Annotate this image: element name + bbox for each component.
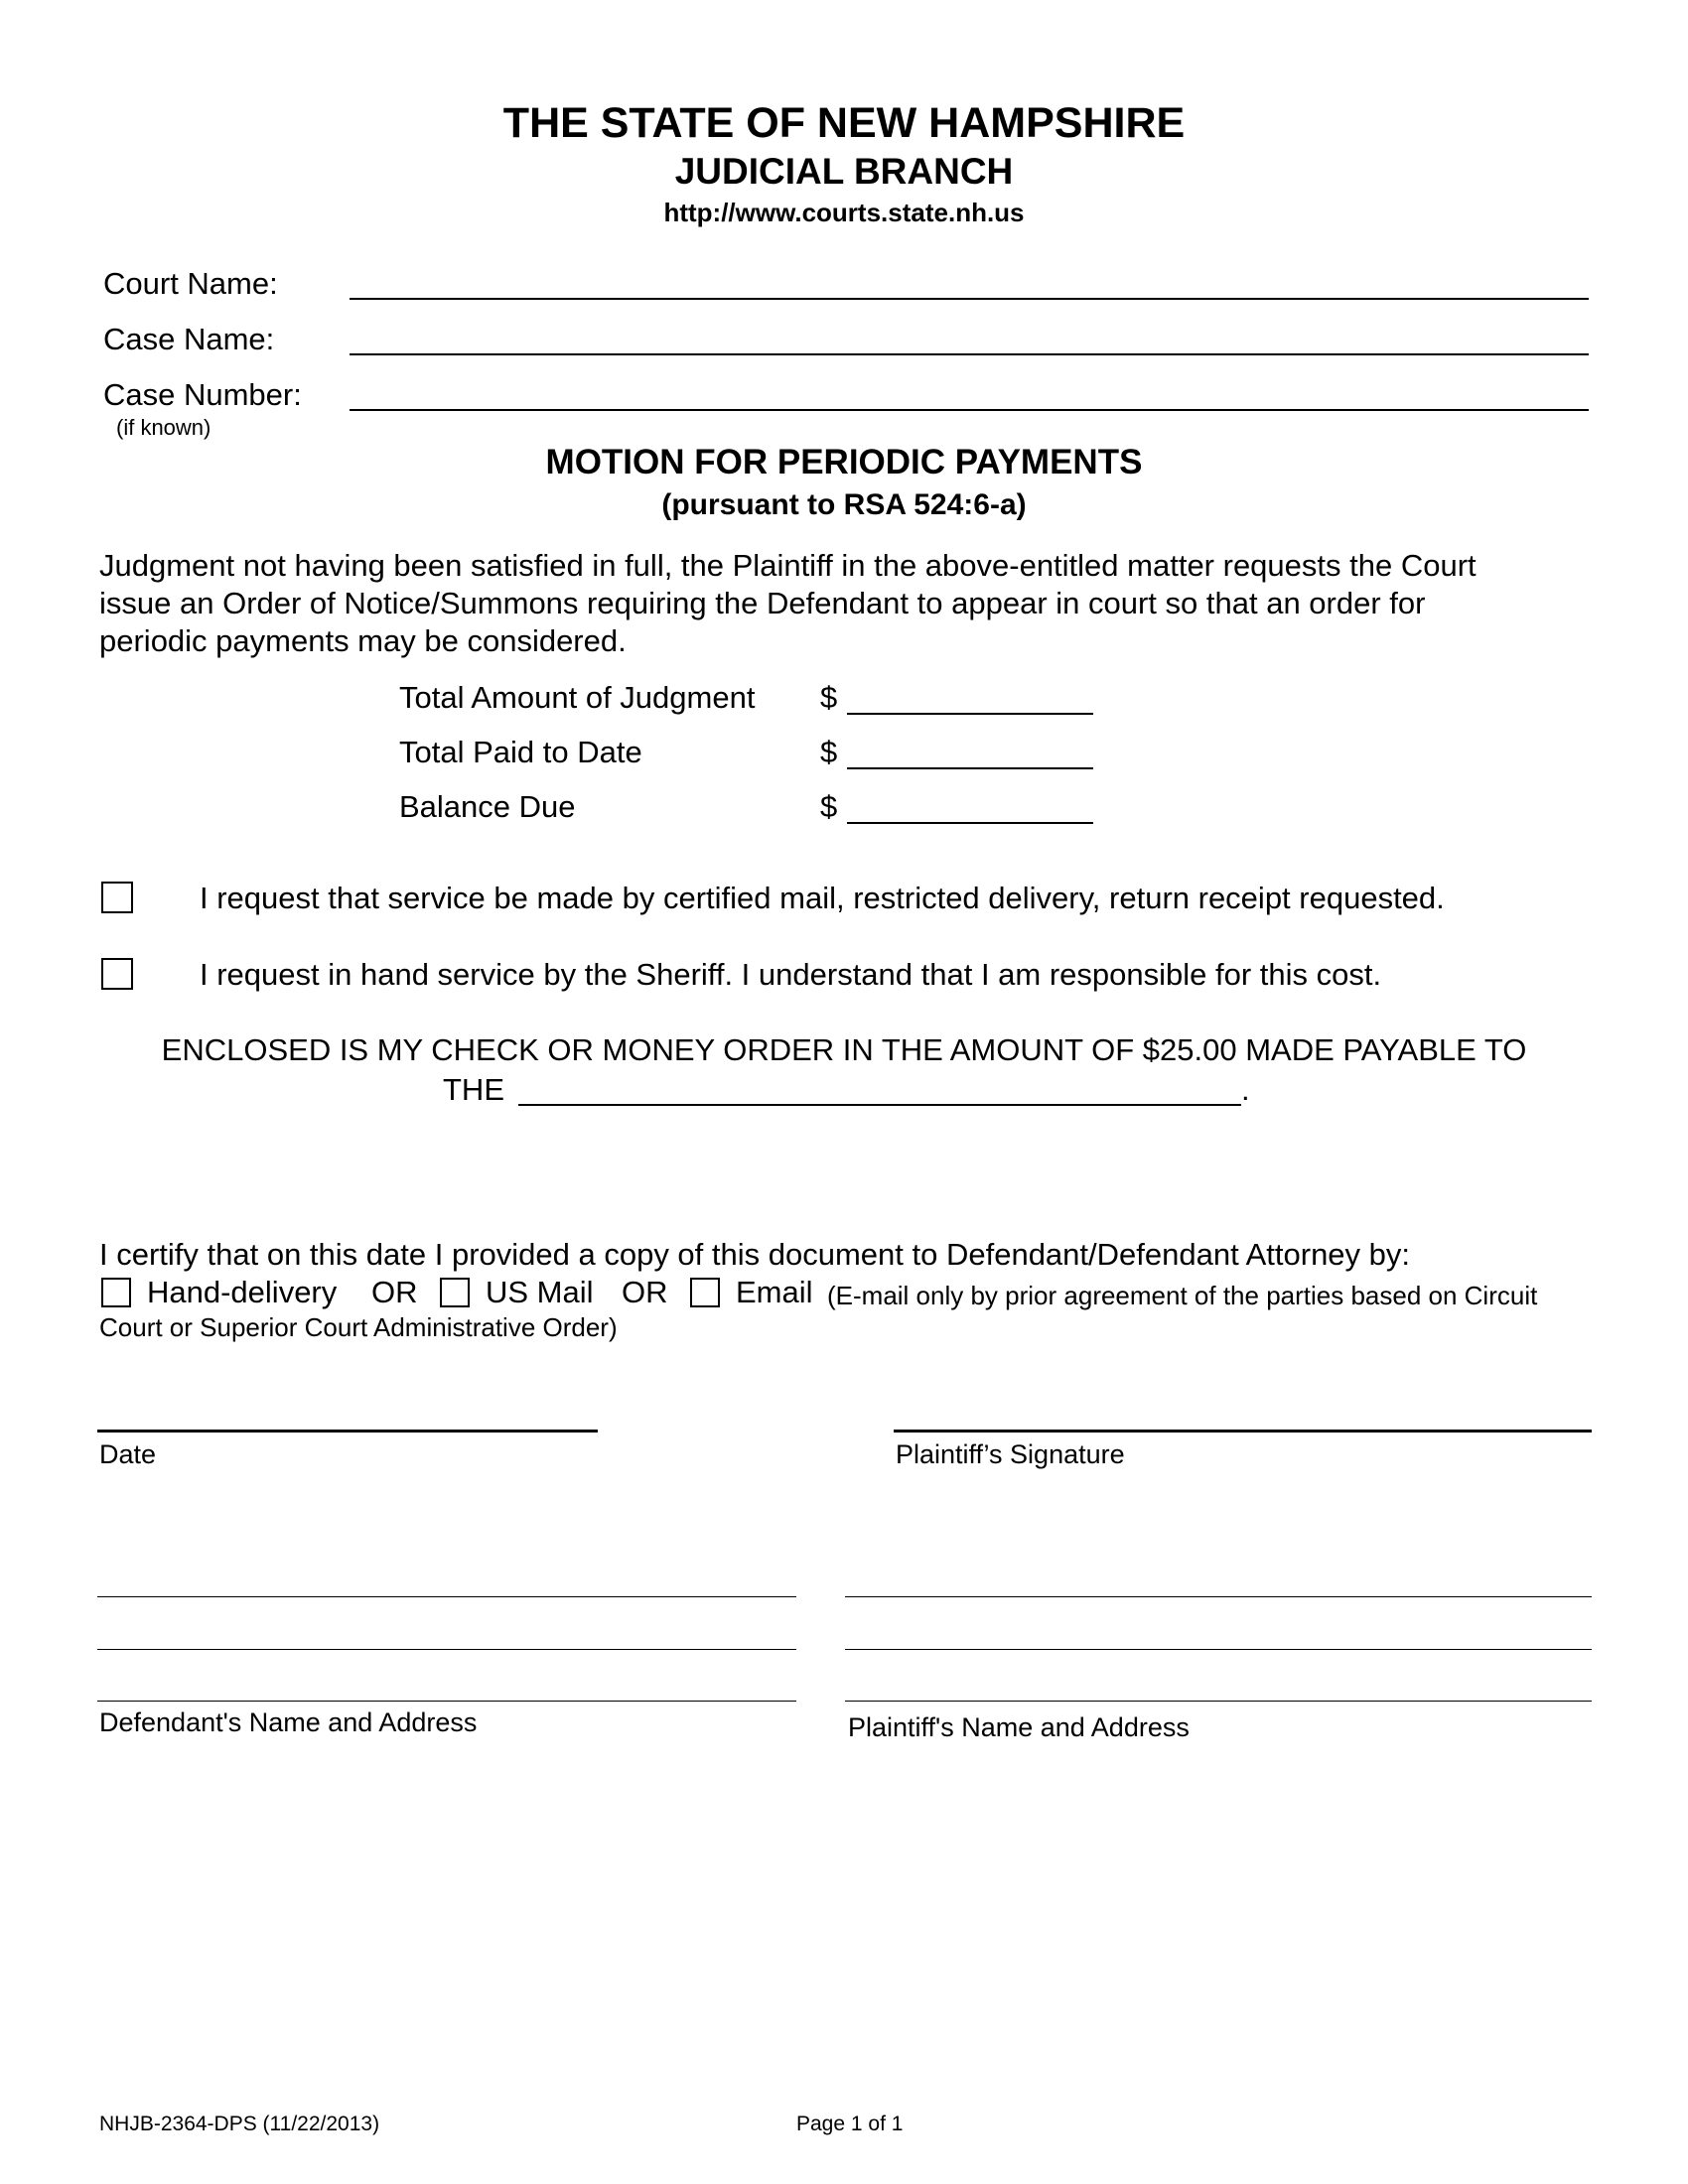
- state-title: THE STATE OF NEW HAMPSHIRE: [502, 99, 1186, 147]
- certify-statement: I certify that on this date I provided a copy of this document to Defendant/Defendant Attorney by:: [99, 1237, 1411, 1272]
- total-judgment-field[interactable]: [847, 713, 1093, 715]
- case-name-label: Case Name:: [103, 322, 275, 356]
- payable-period: .: [1241, 1072, 1250, 1107]
- plaintiff-address-line-3[interactable]: [845, 1701, 1592, 1702]
- payable-to-field[interactable]: [518, 1104, 1241, 1106]
- branch-title: JUDICIAL BRANCH: [674, 151, 1014, 192]
- motion-subtitle: (pursuant to RSA 524:6-a): [661, 488, 1027, 521]
- plaintiff-address-line-1[interactable]: [845, 1596, 1592, 1597]
- sheriff-service-text: I request in hand service by the Sheriff. I understand that I am responsible for this cost.: [200, 957, 1382, 992]
- total-paid-field[interactable]: [847, 767, 1093, 769]
- balance-due-label: Balance Due: [399, 789, 576, 824]
- email-note-continued: Court or Superior Court Administrative Order): [99, 1312, 618, 1342]
- total-judgment-currency: $: [820, 680, 838, 715]
- total-paid-label: Total Paid to Date: [399, 735, 642, 769]
- court-name-field[interactable]: [350, 298, 1589, 300]
- case-number-field[interactable]: [350, 409, 1589, 411]
- balance-due-currency: $: [820, 789, 838, 824]
- us-mail-checkbox[interactable]: [440, 1278, 470, 1307]
- hand-delivery-checkbox[interactable]: [101, 1278, 131, 1307]
- email-note: (E-mail only by prior agreement of the parties based on Circuit: [827, 1281, 1538, 1310]
- defendant-name-address-label: Defendant's Name and Address: [99, 1707, 478, 1737]
- us-mail-label: US Mail: [486, 1275, 594, 1309]
- total-judgment-label: Total Amount of Judgment: [399, 680, 756, 715]
- balance-due-field[interactable]: [847, 822, 1093, 824]
- certified-mail-text: I request that service be made by certified mail, restricted delivery, return receipt requested.: [200, 881, 1445, 915]
- motion-title: MOTION FOR PERIODIC PAYMENTS: [545, 443, 1143, 481]
- enclosed-statement: ENCLOSED IS MY CHECK OR MONEY ORDER IN THE AMOUNT OF $25.00 MADE PAYABLE TO: [161, 1032, 1527, 1067]
- defendant-address-line-1[interactable]: [97, 1596, 796, 1597]
- plaintiff-signature-field[interactable]: [894, 1430, 1592, 1433]
- court-url[interactable]: http://www.courts.state.nh.us: [663, 198, 1025, 227]
- case-name-field[interactable]: [350, 353, 1589, 355]
- or-separator-1: OR: [371, 1275, 418, 1309]
- intro-line-3: periodic payments may be considered.: [99, 623, 627, 658]
- plaintiff-address-line-2[interactable]: [845, 1649, 1592, 1650]
- date-field[interactable]: [97, 1430, 598, 1433]
- intro-line-2: issue an Order of Notice/Summons requiring the Defendant to appear in court so that an order for: [99, 586, 1426, 620]
- email-checkbox[interactable]: [690, 1278, 720, 1307]
- form-number: NHJB-2364-DPS (11/22/2013): [99, 2113, 380, 2135]
- page-number: Page 1 of 1: [796, 2113, 904, 2135]
- defendant-address-line-2[interactable]: [97, 1649, 796, 1650]
- hand-delivery-label: Hand-delivery: [147, 1275, 338, 1309]
- court-name-label: Court Name:: [103, 266, 278, 301]
- certified-mail-checkbox[interactable]: [101, 882, 133, 913]
- sheriff-service-checkbox[interactable]: [101, 958, 133, 990]
- email-label: Email: [736, 1275, 813, 1309]
- date-label: Date: [99, 1439, 157, 1469]
- case-number-label: Case Number:: [103, 377, 302, 412]
- plaintiff-signature-label: Plaintiff’s Signature: [896, 1439, 1125, 1469]
- payable-to-the: THE: [443, 1072, 504, 1107]
- or-separator-2: OR: [622, 1275, 668, 1309]
- plaintiff-name-address-label: Plaintiff's Name and Address: [848, 1712, 1190, 1742]
- intro-line-1: Judgment not having been satisfied in full, the Plaintiff in the above-entitled matter requests the Court: [99, 548, 1477, 583]
- defendant-address-line-3[interactable]: [97, 1701, 796, 1702]
- total-paid-currency: $: [820, 735, 838, 769]
- if-known-note: (if known): [116, 415, 211, 440]
